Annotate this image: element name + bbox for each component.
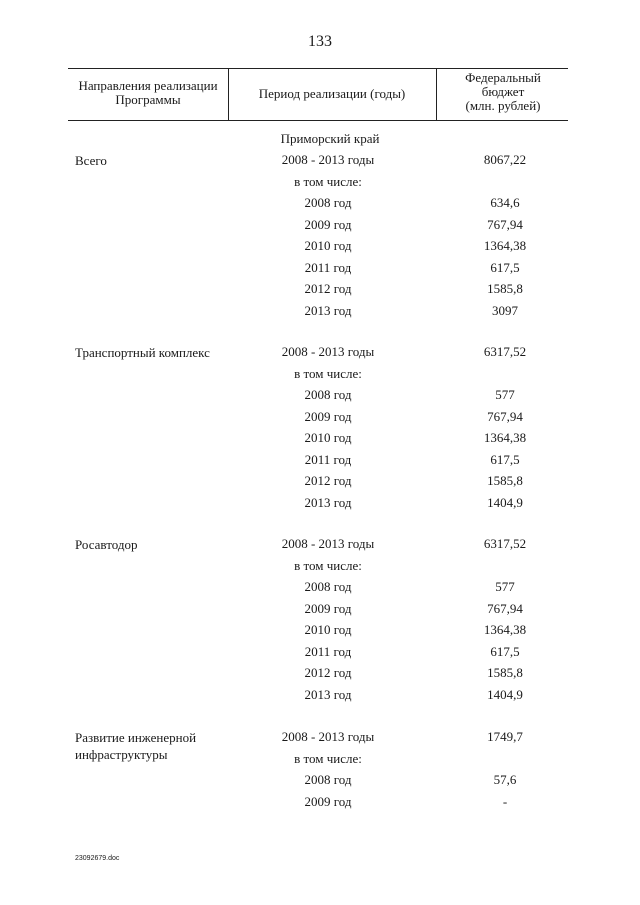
row-year: 2009 год <box>304 793 352 809</box>
section-name: Развитие инженерной инфраструктуры <box>75 730 197 762</box>
table-header-rule <box>68 120 568 121</box>
row-value: 767,94 <box>487 600 523 616</box>
row-value: 1585,8 <box>487 473 523 488</box>
row-year: 2009 год <box>304 216 352 232</box>
section-subheader: в том числе: <box>294 173 362 189</box>
row-value: 1364,38 <box>483 430 527 445</box>
table-top-rule <box>68 68 568 69</box>
row-year: 2013 год <box>304 686 352 702</box>
row-year: 2012 год <box>304 665 352 680</box>
row-value: 577 <box>495 579 515 594</box>
row-year: 2012 год <box>304 473 352 488</box>
header-budget-line1: Федеральный <box>465 70 541 85</box>
row-value: 617,5 <box>490 643 520 659</box>
row-value: - <box>502 793 508 809</box>
row-value: 3097 <box>492 302 518 318</box>
header-budget-line2: бюджет <box>481 84 525 99</box>
row-year: 2010 год <box>304 430 352 445</box>
row-value: 1404,9 <box>487 686 523 702</box>
row-year: 2008 год <box>304 195 352 210</box>
row-year: 2010 год <box>304 622 352 637</box>
region-title: Приморский край <box>280 131 380 146</box>
row-value: 634,6 <box>490 195 520 210</box>
section-total-value: 1749,7 <box>487 729 523 744</box>
row-year: 2009 год <box>304 600 352 616</box>
header-period: Период реализации (годы) <box>258 86 406 101</box>
row-year: 2011 год <box>304 259 352 275</box>
row-year: 2011 год <box>304 451 352 467</box>
section-period: 2008 - 2013 годы <box>281 344 375 359</box>
row-value: 57,6 <box>493 772 517 787</box>
row-year: 2008 год <box>304 579 352 594</box>
row-value: 617,5 <box>490 451 520 467</box>
section-period: 2008 - 2013 годы <box>281 152 375 167</box>
row-year: 2013 год <box>304 302 352 318</box>
row-year: 2008 год <box>304 772 352 787</box>
row-year: 2013 год <box>304 494 352 510</box>
row-value: 1404,9 <box>487 494 523 510</box>
section-name: Всего <box>75 153 107 168</box>
row-value: 1585,8 <box>487 665 523 680</box>
header-budget <box>438 71 568 113</box>
section-total-value: 6317,52 <box>483 344 527 359</box>
section-period: 2008 - 2013 годы <box>281 729 375 744</box>
page-number: 133 <box>308 33 332 50</box>
row-year: 2011 год <box>304 643 352 659</box>
row-value: 617,5 <box>490 259 520 275</box>
row-year: 2012 год <box>304 281 352 296</box>
header-budget-line3: (млн. рублей) <box>465 98 541 113</box>
section-name: Росавтодор <box>75 537 138 552</box>
table-divider <box>436 68 437 120</box>
table-divider <box>228 68 229 120</box>
row-year: 2008 год <box>304 387 352 402</box>
section-total-value: 8067,22 <box>483 152 527 167</box>
section-subheader: в том числе: <box>294 365 362 381</box>
row-value: 577 <box>495 387 515 402</box>
row-year: 2009 год <box>304 408 352 424</box>
section-subheader: в том числе: <box>294 557 362 573</box>
row-year: 2010 год <box>304 238 352 253</box>
row-value: 1585,8 <box>487 281 523 296</box>
row-value: 767,94 <box>487 216 523 232</box>
section-period: 2008 - 2013 годы <box>281 536 375 551</box>
section-subheader: в том числе: <box>294 750 362 766</box>
row-value: 767,94 <box>487 408 523 424</box>
row-value: 1364,38 <box>483 238 527 253</box>
section-name: Транспортный комплекс <box>75 345 210 360</box>
row-value: 1364,38 <box>483 622 527 637</box>
section-total-value: 6317,52 <box>483 536 527 551</box>
footer-filename: 23092679.doc <box>75 855 120 862</box>
header-directions: Направления реализации Программы <box>78 78 218 107</box>
